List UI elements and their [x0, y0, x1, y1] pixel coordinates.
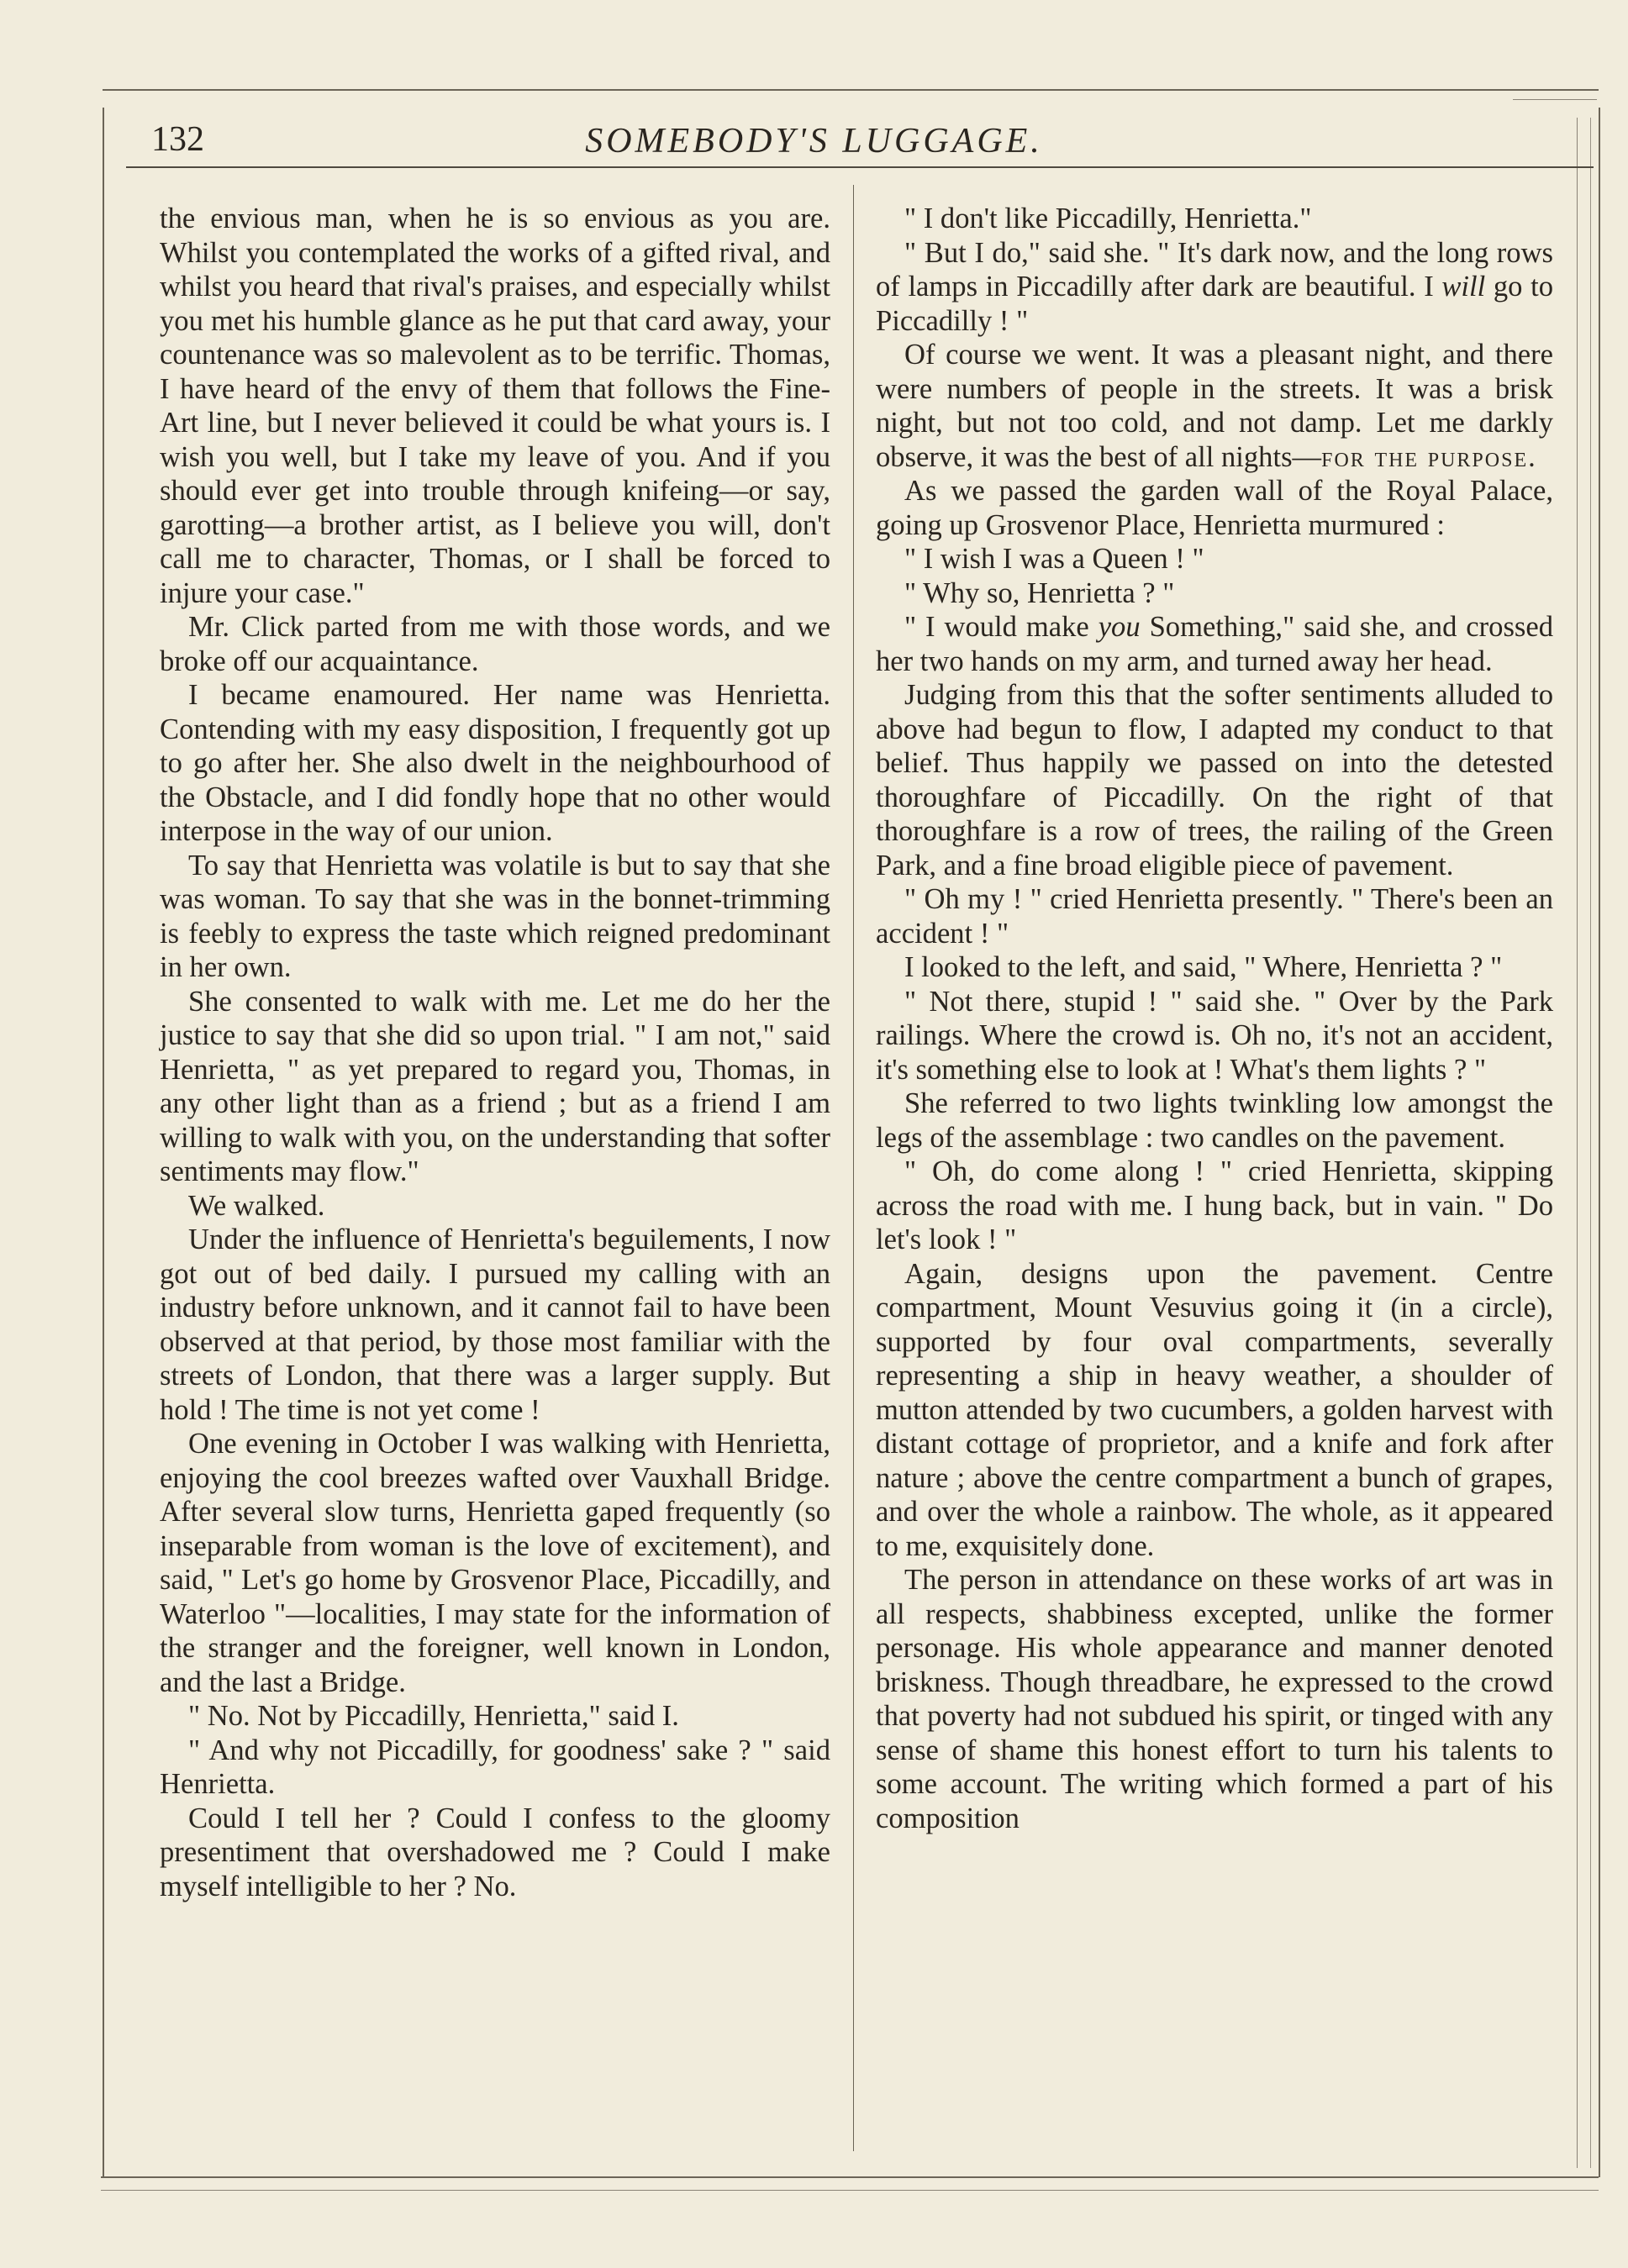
right-edge-rule: [1577, 118, 1578, 2168]
text-run: Of course we went. It was a pleasant night, and there were numbers of people in the streets. It was a brisk night, but not too cold, and not damp. Let me darkly observe, it was the best of all nights—: [876, 339, 1553, 473]
header-rule: [126, 166, 1594, 168]
paragraph: " Oh, do come along ! " cried Henrietta, skipping across the road with me. I hung back, but in vain. " Do let's look ! ": [876, 1155, 1553, 1255]
bottom-border-rule: [101, 2176, 1599, 2178]
paragraph: Judging from this that the softer sentiments alluded to above had begun to flow, I adapted my conduct to that belief. Thus happily we passed on into the detested thoroughfare of Piccadilly. On the right of that thoroughfare is a row of trees, the railing of the Green Park, and a fine broad eligible piece of pavement.: [876, 679, 1553, 881]
paragraph: " Why so, Henrietta ? ": [904, 576, 1175, 609]
right-column: [876, 202, 1553, 1835]
paragraph: " Oh my ! " cried Henrietta presently. " There's been an accident ! ": [876, 883, 1553, 950]
text-run: " But I do," said she. " It's dark now, and the long rows of lamps in Piccadilly after dark are beautiful. I: [876, 236, 1553, 303]
paragraph: As we passed the garden wall of the Royal Palace, going up Grosvenor Place, Henrietta murmured :: [876, 475, 1553, 541]
paragraph: " I wish I was a Queen ! ": [904, 543, 1204, 575]
paragraph: Again, designs upon the pavement. Centre compartment, Mount Vesuvius going it (in a circle), supported by four oval compartments, severally representing a ship in heavy weather, a shoulder of mutton attended by two cucumbers, a golden harvest with distant cottage of proprietor, and a knife and fork after nature ; above the centre compartment a bunch of grapes, and over the whole a rainbow. The whole, as it appeared to me, exquisitely done.: [876, 1257, 1553, 1562]
paragraph: " No. Not by Piccadilly, Henrietta," said I.: [188, 1700, 679, 1732]
paragraph: We walked.: [188, 1189, 325, 1222]
left-column: [160, 202, 830, 1903]
emphasis: will: [1441, 271, 1486, 303]
text-run: go to Piccadilly ! ": [876, 271, 1553, 337]
right-edge-rule-secondary: [1590, 118, 1591, 2168]
paragraph: " And why not Piccadilly, for goodness' sake ? " said Henrietta.: [160, 1734, 830, 1800]
paragraph: I became enamoured. Her name was Henrietta. Contending with my easy disposition, I frequently got up to go after her. She also dwelt in the neighbourhood of the Obstacle, and I did fondly hope that no other would interpose in the way of our union.: [160, 679, 830, 847]
page-number: 132: [151, 120, 204, 159]
paragraph: I looked to the left, and said, " Where, Henrietta ? ": [904, 951, 1503, 983]
running-title: SOMEBODY'S LUGGAGE.: [585, 122, 1043, 160]
paragraph: the envious man, when he is so envious as you are. Whilst you contemplated the works of a gifted rival, and whilst you heard that rival's praises, and especially whilst you met his humble glance as he put that card away, your countenance was so malevolent as to be terrific. Thomas, I have heard of the envy of them that follows the Fine-Art line, but I never believed it could be what yours is. I wish you well, but I take my leave of you. And if you should ever get into trouble through knifeing—or say, garotting—a brother artist, as I believe you will, don't call me to character, Thomas, or I shall be forced to injure your case.": [160, 203, 830, 609]
small-caps-text: for the purpose.: [1321, 440, 1537, 473]
paragraph: [876, 338, 1553, 474]
paragraph: Could I tell her ? Could I confess to the gloomy presentiment that overshadowed me ? Could I make myself intelligible to her ? No.: [160, 1802, 830, 1902]
paragraph: To say that Henrietta was volatile is but to say that she was woman. To say that she was in the bonnet-trimming is feebly to express the taste which reigned predominant in her own.: [160, 849, 830, 983]
top-border-rule-secondary: [1513, 99, 1597, 100]
paragraph: The person in attendance on these works of art was in all respects, shabbiness excepted, unlike the former personage. His whole appearance and manner denoted briskness. Though threadbare, he expressed to the crowd that poverty had not subdued his spirit, or tinged with any sense of shame this honest effort to turn his talents to some account. The writing which formed a part of his composition: [876, 1564, 1553, 1834]
text-run: Something," said she, and crossed her two hands on my arm, and turned away her head.: [876, 611, 1553, 677]
paragraph: She referred to two lights twinkling low amongst the legs of the assemblage : two candles on the pavement.: [876, 1087, 1553, 1154]
top-border-rule: [103, 89, 1599, 91]
paragraph: " Not there, stupid ! " said she. " Over by the Park railings. Where the crowd is. Oh no, it's not an accident, it's something else to look at ! What's them lights ? ": [876, 985, 1553, 1086]
bottom-border-rule-secondary: [101, 2190, 1599, 2191]
emphasis: you: [1098, 611, 1141, 643]
paragraph: [876, 610, 1553, 678]
paragraph: Mr. Click parted from me with those words, and we broke off our acquaintance.: [160, 611, 830, 677]
paragraph: " I don't like Piccadilly, Henrietta.": [904, 203, 1312, 234]
text-run: " I would make: [904, 611, 1099, 643]
paragraph: [876, 236, 1553, 339]
paragraph: She consented to walk with me. Let me do her the justice to say that she did so upon trial. " I am not," said Henrietta, " as yet prepared to regard you, Thomas, in any other light than as a friend ; but as a friend I am willing to walk with you, on the understanding that softer sentiments may flow.": [160, 985, 830, 1187]
paragraph: Under the influence of Henrietta's beguilements, I now got out of bed daily. I pursued my calling with an industry before unknown, and it cannot fail to have been observed at that period, by those most familiar with the streets of London, that there was a larger supply. But hold ! The time is not yet come !: [160, 1223, 830, 1426]
paragraph: One evening in October I was walking with Henrietta, enjoying the cool breezes wafted over Vauxhall Bridge. After several slow turns, Henrietta gaped frequently (so inseparable from woman is the love of excitement), and said, " Let's go home by Grosvenor Place, Piccadilly, and Waterloo "—localities, I may state for the information of the stranger and the foreigner, well known in London, and the last a Bridge.: [160, 1428, 830, 1698]
column-divider: [853, 185, 854, 2151]
